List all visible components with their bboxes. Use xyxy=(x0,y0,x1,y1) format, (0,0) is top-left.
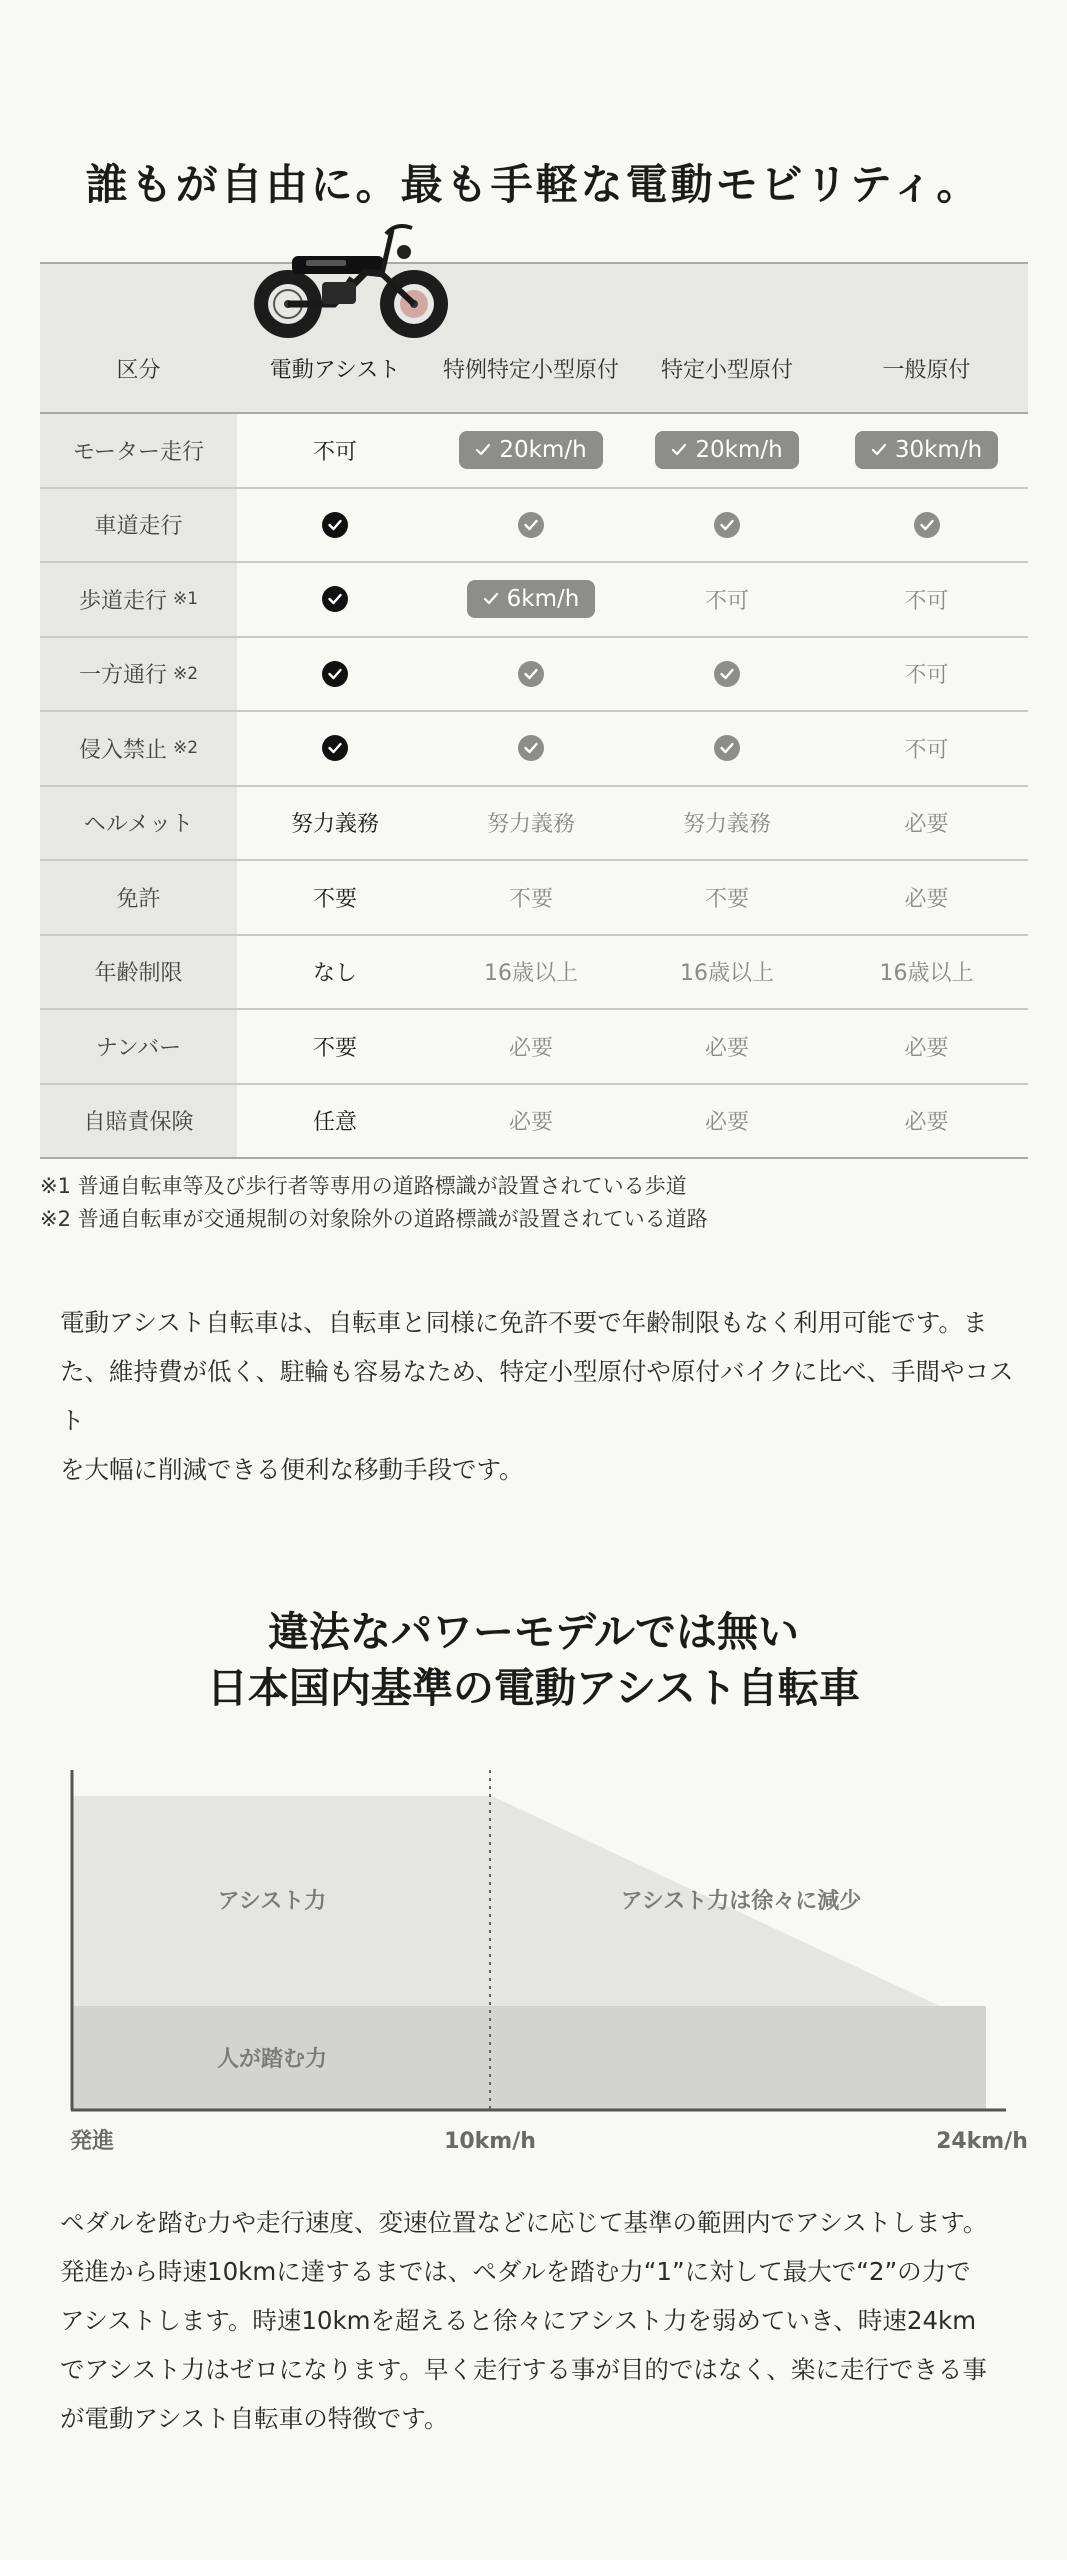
cell-text: 不要 xyxy=(508,886,553,912)
x-label-24kmh: 24km/h xyxy=(936,2129,1028,2154)
footnotes xyxy=(40,1170,708,1236)
table-row xyxy=(40,1085,1028,1160)
table-cell xyxy=(825,712,1028,785)
cell-text: 不可 xyxy=(904,737,949,763)
table-cell xyxy=(629,936,825,1009)
row-label-text: 自賠責保険 xyxy=(83,1110,194,1136)
cell-text: 必要 xyxy=(904,812,949,838)
cell-text: 不要 xyxy=(704,886,749,912)
row-label xyxy=(40,638,237,711)
table-cell xyxy=(825,638,1028,711)
table-cell xyxy=(629,638,825,711)
row-label xyxy=(40,936,237,1009)
check-icon xyxy=(322,586,348,612)
row-label xyxy=(40,563,237,636)
table-cell xyxy=(237,489,433,562)
table-cell xyxy=(433,787,629,860)
table-cell xyxy=(237,861,433,934)
table-row xyxy=(40,936,1028,1011)
cell-text: 不要 xyxy=(312,886,357,912)
check-icon xyxy=(671,443,687,457)
table-cell xyxy=(433,563,629,636)
footnote: ※1 普通自転車等及び歩行者等専用の道路標識が設置されている歩道 xyxy=(40,1174,687,1198)
table-row xyxy=(40,1010,1028,1085)
table-cell xyxy=(629,712,825,785)
table-cell xyxy=(237,563,433,636)
table-cell xyxy=(433,414,629,487)
table-cell xyxy=(629,1010,825,1083)
cell-text: 不可 xyxy=(904,588,949,614)
header-category: 区分 xyxy=(116,358,161,383)
table-cell xyxy=(237,712,433,785)
table-cell xyxy=(629,861,825,934)
table-row xyxy=(40,414,1028,489)
row-note: ※2 xyxy=(172,738,199,759)
cell-text: 必要 xyxy=(904,1110,949,1136)
header-electric-assist: 電動アシスト xyxy=(269,358,401,383)
table-cell xyxy=(433,1010,629,1083)
x-label-start: 発進 xyxy=(70,2129,115,2154)
table-cell xyxy=(237,1010,433,1083)
paragraph-line: を大幅に削減できる便利な移動手段です。 xyxy=(60,1455,524,1484)
paragraph-line: でアシスト力はゼロになります。早く走行する事が目的ではなく、楽に走行できる事 xyxy=(60,2355,987,2384)
cell-text: 不可 xyxy=(904,663,949,689)
table-cell xyxy=(629,787,825,860)
section-title-line: 違法なパワーモデルでは無い xyxy=(268,1608,799,1656)
table-row xyxy=(40,861,1028,936)
cell-text: 努力義務 xyxy=(682,812,771,838)
row-label xyxy=(40,787,237,860)
cell-text: 不可 xyxy=(312,439,357,465)
table-cell xyxy=(433,861,629,934)
check-icon xyxy=(714,512,740,538)
cell-text: 16歳以上 xyxy=(879,961,974,987)
table-cell xyxy=(433,489,629,562)
row-note: ※2 xyxy=(172,663,199,684)
table-row xyxy=(40,638,1028,713)
row-label-text: ヘルメット xyxy=(83,812,194,838)
table-cell xyxy=(237,414,433,487)
intro-paragraph xyxy=(60,1298,1015,1494)
row-label-text: 車道走行 xyxy=(94,514,183,540)
header-specified-moped: 特定小型原付 xyxy=(660,358,793,383)
table-cell xyxy=(433,638,629,711)
row-label-text: 年齢制限 xyxy=(94,961,183,987)
row-label xyxy=(40,489,237,562)
table-header xyxy=(40,264,1028,414)
paragraph-line: アシストします。時速10kmを超えると徐々にアシスト力を弱めていき、時速24km xyxy=(60,2306,977,2335)
e-bike-image xyxy=(236,218,470,348)
check-icon xyxy=(914,512,940,538)
x-label-10kmh: 10km/h xyxy=(444,2129,536,2154)
row-label-text: 一方通行 xyxy=(78,663,167,689)
row-label-text: 歩道走行 xyxy=(78,588,167,614)
table-body xyxy=(40,414,1028,1159)
table-cell xyxy=(433,936,629,1009)
speed-badge-text: 6km/h xyxy=(506,586,580,613)
row-label-text: 侵入禁止 xyxy=(78,737,167,763)
row-label-text: ナンバー xyxy=(95,1035,182,1061)
section-title xyxy=(0,1604,1067,1716)
cell-text: 努力義務 xyxy=(290,812,379,838)
check-icon xyxy=(322,512,348,538)
paragraph-line: ペダルを踏む力や走行速度、変速位置などに応じて基準の範囲内でアシストします。 xyxy=(60,2208,988,2237)
cell-text: なし xyxy=(312,961,357,987)
table-cell xyxy=(237,1085,433,1158)
table-row xyxy=(40,712,1028,787)
row-label xyxy=(40,1010,237,1083)
paragraph-line: た、維持費が低く、駐輪も容易なため、特定小型原付や原付バイクに比べ、手間やコスト xyxy=(60,1357,1014,1435)
table-cell xyxy=(825,563,1028,636)
cell-text: 必要 xyxy=(704,1035,749,1061)
table-cell xyxy=(825,861,1028,934)
human-force-area xyxy=(72,2006,986,2110)
speed-badge-text: 30km/h xyxy=(894,437,983,464)
cell-text: 必要 xyxy=(704,1110,749,1136)
check-icon xyxy=(322,735,348,761)
paragraph-line: が電動アシスト自転車の特徴です。 xyxy=(60,2404,449,2433)
table-cell xyxy=(629,414,825,487)
cell-text: 必要 xyxy=(904,886,949,912)
check-icon xyxy=(483,592,499,606)
cell-text: 16歳以上 xyxy=(484,961,578,987)
row-label xyxy=(40,712,237,785)
row-note: ※1 xyxy=(172,589,199,610)
cell-text: 不可 xyxy=(704,588,749,614)
table-cell xyxy=(825,1085,1028,1158)
page-title: 誰もが自由に。最も手軽な電動モビリティ。 xyxy=(85,160,982,210)
table-cell xyxy=(825,489,1028,562)
check-icon xyxy=(518,661,544,687)
paragraph-line: 電動アシスト自転車は、自転車と同様に免許不要で年齢制限もなく利用可能です。ま xyxy=(60,1308,988,1337)
assist-explanation-paragraph xyxy=(60,2198,1015,2443)
row-label xyxy=(40,1085,237,1158)
row-label xyxy=(40,414,237,487)
table-cell xyxy=(237,787,433,860)
check-icon xyxy=(518,512,544,538)
header-special-specified-moped: 特例特定小型原付 xyxy=(442,358,619,383)
table-cell xyxy=(237,936,433,1009)
speed-badge xyxy=(467,580,596,618)
speed-badge-text: 20km/h xyxy=(695,437,783,464)
table-row xyxy=(40,787,1028,862)
header-general-moped: 一般原付 xyxy=(882,358,971,383)
table-cell xyxy=(825,414,1028,487)
cell-text: 任意 xyxy=(312,1110,357,1136)
table-cell xyxy=(433,1085,629,1158)
cell-text: 16歳以上 xyxy=(680,961,774,987)
footnote: ※2 普通自転車が交通規制の対象除外の道路標識が設置されている道路 xyxy=(40,1207,708,1231)
cell-text: 必要 xyxy=(508,1110,553,1136)
assist-ratio-chart xyxy=(60,1760,1028,2154)
speed-badge-text: 20km/h xyxy=(499,437,587,464)
table-row xyxy=(40,563,1028,638)
check-icon xyxy=(714,735,740,761)
table-cell xyxy=(825,936,1028,1009)
table-cell xyxy=(825,787,1028,860)
assist-label: アシスト力 xyxy=(217,1889,327,1914)
row-label-text: モーター走行 xyxy=(72,439,205,465)
check-icon xyxy=(871,443,887,457)
check-icon xyxy=(475,443,491,457)
section-title-line: 日本国内基準の電動アシスト自転車 xyxy=(206,1664,861,1712)
cell-text: 努力義務 xyxy=(486,812,575,838)
check-icon xyxy=(322,661,348,687)
check-icon xyxy=(714,661,740,687)
cell-text: 不要 xyxy=(312,1035,357,1061)
speed-badge xyxy=(855,431,998,469)
table-cell xyxy=(629,489,825,562)
row-label-text: 免許 xyxy=(116,886,161,912)
speed-badge xyxy=(459,431,602,469)
table-cell xyxy=(629,563,825,636)
cell-text: 必要 xyxy=(904,1035,949,1061)
human-force-label: 人が踏む力 xyxy=(216,2047,328,2072)
table-cell xyxy=(825,1010,1028,1083)
paragraph-line: 発進から時速10kmに達するまでは、ペダルを踏む力“1”に対して最大で“2”の力で xyxy=(60,2257,971,2286)
check-icon xyxy=(518,735,544,761)
assist-decreasing-label: アシスト力は徐々に減少 xyxy=(620,1889,862,1914)
cell-text: 必要 xyxy=(508,1035,553,1061)
speed-badge xyxy=(655,431,798,469)
table-cell xyxy=(433,712,629,785)
comparison-table xyxy=(40,262,1028,1159)
row-label xyxy=(40,861,237,934)
table-row xyxy=(40,489,1028,564)
table-cell xyxy=(237,638,433,711)
table-cell xyxy=(629,1085,825,1158)
